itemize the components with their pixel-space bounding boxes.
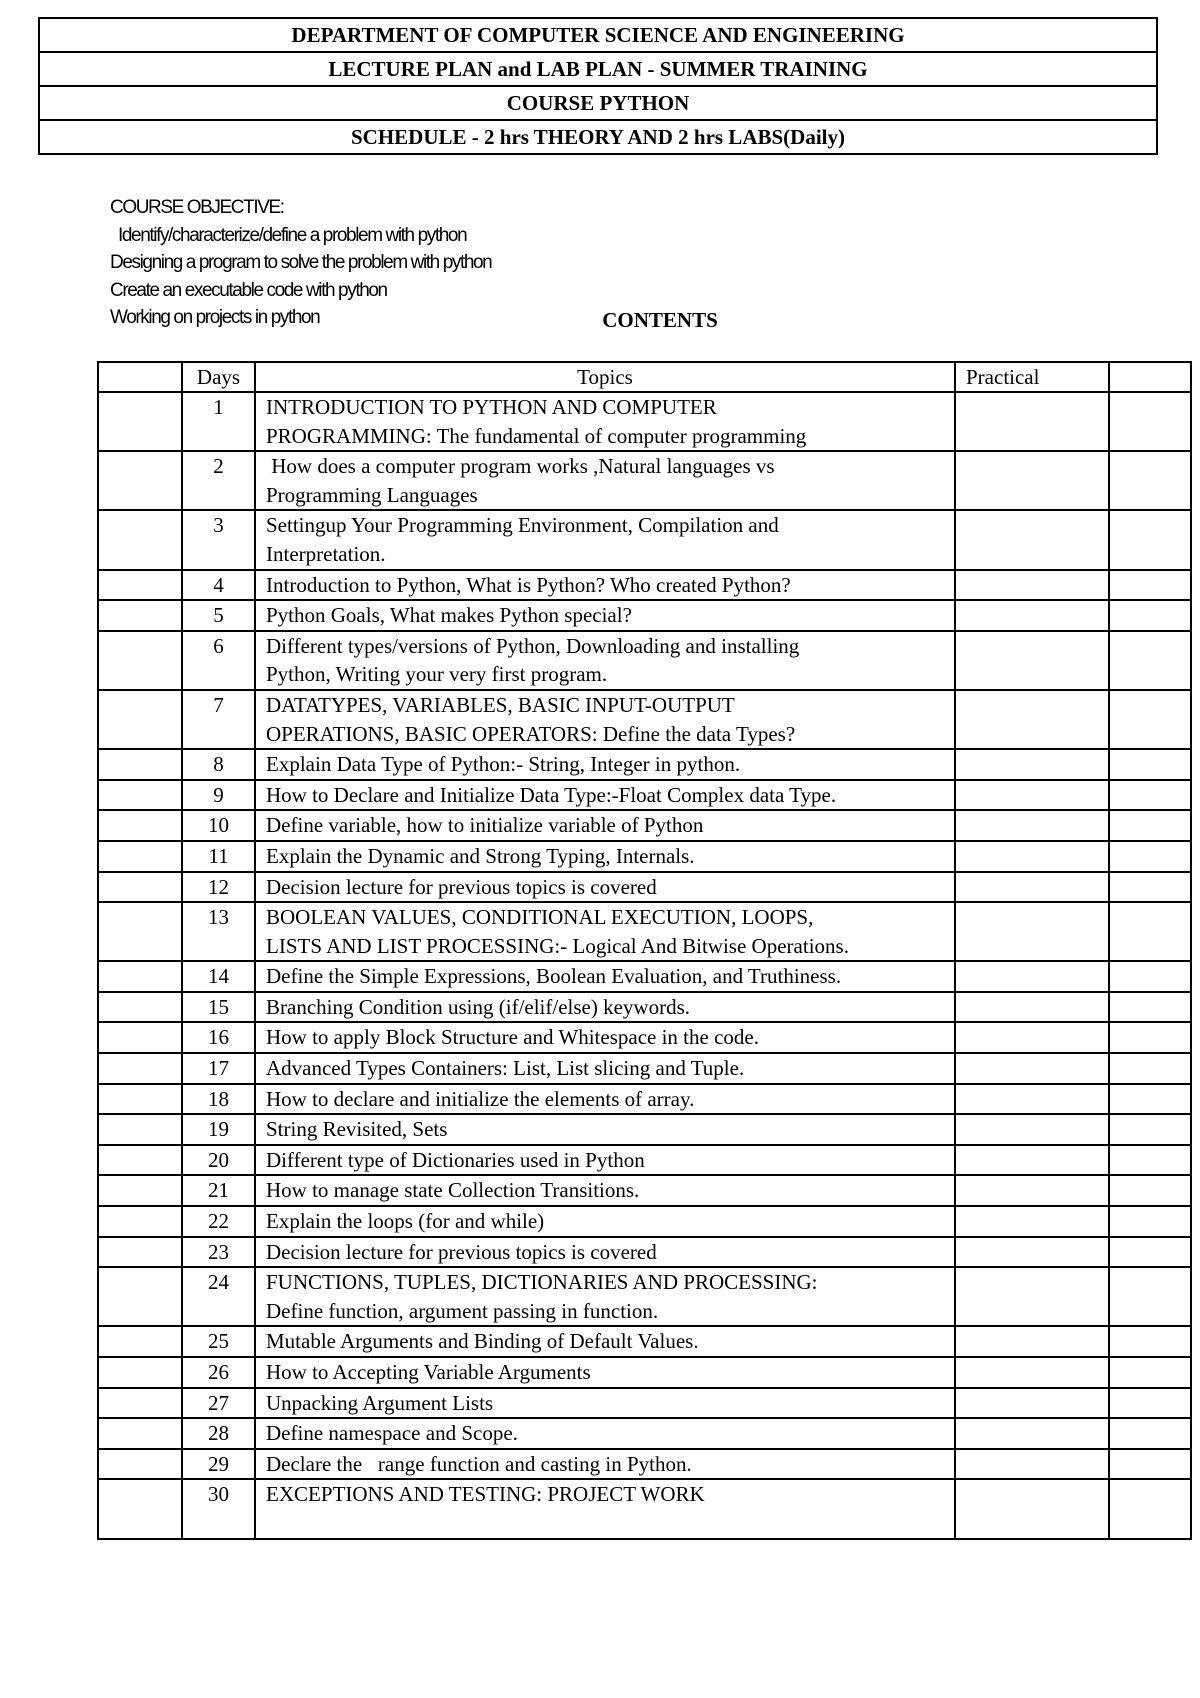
topic-line: How to Declare and Initialize Data Type:-Float Complex data Type. xyxy=(266,782,837,807)
topic-line: Define function, argument passing in function. xyxy=(266,1298,659,1323)
topic-line: Declare the range function and casting in Python. xyxy=(266,1451,692,1476)
blank-cell xyxy=(98,1022,182,1053)
blank-cell xyxy=(1109,1114,1191,1145)
practical-cell xyxy=(955,1206,1109,1237)
practical-cell xyxy=(955,780,1109,811)
practical-cell xyxy=(955,570,1109,601)
practical-cell xyxy=(955,992,1109,1023)
topic-line: How does a computer program works ,Natural languages vs xyxy=(266,454,775,479)
topic-cell xyxy=(255,810,955,841)
topic-line: Programming Languages xyxy=(266,482,478,507)
day-cell: 19 xyxy=(182,1114,255,1145)
practical-cell xyxy=(955,1357,1109,1388)
topic-line: DATATYPES, VARIABLES, BASIC INPUT-OUTPUT xyxy=(266,692,735,717)
day-cell: 14 xyxy=(182,961,255,992)
practical-cell xyxy=(955,961,1109,992)
topic-line: PROGRAMMING: The fundamental of computer programming xyxy=(266,423,807,448)
topic-cell xyxy=(255,1175,955,1206)
topic-line: Advanced Types Containers: List, List slicing and Tuple. xyxy=(266,1056,745,1081)
table-row xyxy=(98,631,1191,690)
practical-cell xyxy=(955,902,1109,961)
practical-cell xyxy=(955,1479,1109,1538)
day-cell: 17 xyxy=(182,1053,255,1084)
blank-cell xyxy=(98,992,182,1023)
topic-cell xyxy=(255,841,955,872)
table-row xyxy=(98,1175,1191,1206)
blank-cell xyxy=(1109,1357,1191,1388)
table-row xyxy=(98,1449,1191,1480)
topic-line: Define variable, how to initialize variable of Python xyxy=(266,813,704,838)
blank-cell xyxy=(98,1237,182,1268)
topic-line: How to apply Block Structure and Whitespace in the code. xyxy=(266,1025,759,1050)
table-row xyxy=(98,810,1191,841)
topic-line: Different types/versions of Python, Downloading and installing xyxy=(266,633,800,658)
blank-cell xyxy=(98,902,182,961)
topic-line: Python Goals, What makes Python special? xyxy=(266,603,632,628)
blank-cell xyxy=(98,1145,182,1176)
table-row xyxy=(98,1418,1191,1449)
topics-header: Topics xyxy=(255,362,955,392)
day-cell: 30 xyxy=(182,1479,255,1538)
practical-cell xyxy=(955,1175,1109,1206)
practical-cell xyxy=(955,1053,1109,1084)
header-table xyxy=(38,17,1158,155)
blank-cell xyxy=(1109,600,1191,631)
table-row xyxy=(98,1053,1191,1084)
table-row xyxy=(98,1114,1191,1145)
day-cell: 21 xyxy=(182,1175,255,1206)
blank-cell xyxy=(1109,1449,1191,1480)
day-cell: 25 xyxy=(182,1326,255,1357)
objective-item: Working on projects in python xyxy=(110,307,320,328)
table-row xyxy=(98,1388,1191,1419)
topic-cell xyxy=(255,1326,955,1357)
objective-item: Designing a program to solve the problem with python xyxy=(110,252,492,273)
practical-cell xyxy=(955,1388,1109,1419)
table-row xyxy=(98,1145,1191,1176)
topic-line: Explain the Dynamic and Strong Typing, Internals. xyxy=(266,843,695,868)
blank-cell xyxy=(98,1418,182,1449)
blank-cell xyxy=(1109,1145,1191,1176)
day-cell: 23 xyxy=(182,1237,255,1268)
blank-cell xyxy=(98,690,182,749)
topic-line: INTRODUCTION TO PYTHON AND COMPUTER xyxy=(266,395,717,419)
day-cell: 2 xyxy=(182,451,255,510)
objective-heading: COURSE OBJECTIVE: xyxy=(110,197,284,218)
days-header: Days xyxy=(182,362,255,392)
blank-cell xyxy=(1109,1053,1191,1084)
topic-line: EXCEPTIONS AND TESTING: PROJECT WORK xyxy=(266,1482,705,1507)
practical-cell xyxy=(955,392,1109,451)
topic-line: Branching Condition using (if/elif/else) keywords. xyxy=(266,994,691,1019)
course-title: COURSE PYTHON xyxy=(39,86,1157,120)
day-cell: 5 xyxy=(182,600,255,631)
topic-line: Unpacking Argument Lists xyxy=(266,1390,494,1415)
blank-cell xyxy=(1109,780,1191,811)
blank-cell xyxy=(98,1267,182,1326)
blank-cell xyxy=(98,392,182,451)
topic-line: Explain Data Type of Python:- String, Integer in python. xyxy=(266,752,741,777)
day-cell: 29 xyxy=(182,1449,255,1480)
topic-cell xyxy=(255,961,955,992)
blank-cell xyxy=(1109,1084,1191,1115)
practical-cell xyxy=(955,451,1109,510)
topic-line: LISTS AND LIST PROCESSING:- Logical And Bitwise Operations. xyxy=(266,933,849,958)
table-row xyxy=(98,570,1191,601)
table-row xyxy=(98,1022,1191,1053)
table-row xyxy=(98,600,1191,631)
blank-cell xyxy=(98,631,182,690)
table-row xyxy=(98,1237,1191,1268)
topic-cell xyxy=(255,1114,955,1145)
topic-cell xyxy=(255,992,955,1023)
blank-cell xyxy=(98,1206,182,1237)
blank-cell xyxy=(98,780,182,811)
topic-line: OPERATIONS, BASIC OPERATORS: Define the data Types? xyxy=(266,721,796,746)
blank-cell xyxy=(1109,1237,1191,1268)
blank-cell xyxy=(98,510,182,569)
schedule-body xyxy=(98,392,1191,1539)
practical-cell xyxy=(955,1326,1109,1357)
day-cell: 28 xyxy=(182,1418,255,1449)
practical-cell xyxy=(955,841,1109,872)
blank-header-cell xyxy=(1109,362,1191,392)
practical-cell xyxy=(955,1449,1109,1480)
topic-line: Introduction to Python, What is Python? Who created Python? xyxy=(266,572,791,597)
practical-cell xyxy=(955,600,1109,631)
objective-item: Identify/characterize/define a problem with python xyxy=(118,224,467,246)
topic-cell xyxy=(255,1479,955,1538)
table-row xyxy=(98,451,1191,510)
topic-line: BOOLEAN VALUES, CONDITIONAL EXECUTION, LOOPS, xyxy=(266,905,814,930)
topic-cell xyxy=(255,451,955,510)
day-cell: 13 xyxy=(182,902,255,961)
practical-cell xyxy=(955,690,1109,749)
blank-cell xyxy=(1109,810,1191,841)
schedule-table xyxy=(97,361,1192,1540)
topic-cell xyxy=(255,1022,955,1053)
topic-cell xyxy=(255,631,955,690)
blank-cell xyxy=(98,1357,182,1388)
department-title: DEPARTMENT OF COMPUTER SCIENCE AND ENGINEERING xyxy=(39,18,1157,52)
topic-line: Explain the loops (for and while) xyxy=(266,1209,545,1234)
blank-cell xyxy=(98,600,182,631)
practical-cell xyxy=(955,872,1109,903)
topic-line: Decision lecture for previous topics is covered xyxy=(266,1239,657,1264)
day-cell: 10 xyxy=(182,810,255,841)
blank-cell xyxy=(98,451,182,510)
topic-cell xyxy=(255,1357,955,1388)
topic-line: FUNCTIONS, TUPLES, DICTIONARIES AND PROCESSING: xyxy=(266,1270,818,1295)
topic-cell xyxy=(255,1053,955,1084)
blank-cell xyxy=(98,1084,182,1115)
blank-cell xyxy=(98,749,182,780)
practical-cell xyxy=(955,1418,1109,1449)
topic-cell xyxy=(255,1084,955,1115)
table-row xyxy=(98,690,1191,749)
blank-cell xyxy=(1109,510,1191,569)
practical-cell xyxy=(955,810,1109,841)
blank-cell xyxy=(1109,1479,1191,1538)
table-row xyxy=(98,992,1191,1023)
day-cell: 4 xyxy=(182,570,255,601)
table-row xyxy=(98,841,1191,872)
table-row xyxy=(98,749,1191,780)
topic-line: How to Accepting Variable Arguments xyxy=(266,1360,591,1384)
table-row xyxy=(98,392,1191,451)
topic-line: Mutable Arguments and Binding of Default Values. xyxy=(266,1329,699,1354)
blank-cell xyxy=(1109,631,1191,690)
practical-cell xyxy=(955,631,1109,690)
blank-cell xyxy=(98,1479,182,1538)
blank-cell xyxy=(98,841,182,872)
practical-cell xyxy=(955,1267,1109,1326)
topic-line: Python, Writing your very first program. xyxy=(266,662,608,687)
topic-cell xyxy=(255,1145,955,1176)
blank-cell xyxy=(98,1175,182,1206)
blank-cell xyxy=(1109,872,1191,903)
table-row xyxy=(98,1206,1191,1237)
blank-cell xyxy=(1109,1267,1191,1326)
contents-heading: CONTENTS xyxy=(602,308,718,332)
blank-cell xyxy=(98,961,182,992)
day-cell: 12 xyxy=(182,872,255,903)
blank-cell xyxy=(1109,1175,1191,1206)
topic-cell xyxy=(255,600,955,631)
topic-line xyxy=(266,1509,954,1538)
table-row xyxy=(98,510,1191,569)
schedule-title: SCHEDULE - 2 hrs THEORY AND 2 hrs LABS(Daily) xyxy=(39,120,1157,154)
practical-cell xyxy=(955,1084,1109,1115)
blank-cell xyxy=(98,1449,182,1480)
practical-cell xyxy=(955,749,1109,780)
blank-cell xyxy=(98,570,182,601)
day-cell: 24 xyxy=(182,1267,255,1326)
topic-cell xyxy=(255,902,955,961)
day-cell: 15 xyxy=(182,992,255,1023)
practical-header: Practical xyxy=(955,362,1109,392)
blank-cell xyxy=(1109,690,1191,749)
blank-cell xyxy=(1109,1418,1191,1449)
day-cell: 3 xyxy=(182,510,255,569)
blank-cell xyxy=(1109,1022,1191,1053)
blank-cell xyxy=(1109,841,1191,872)
blank-cell xyxy=(1109,1206,1191,1237)
practical-cell xyxy=(955,1237,1109,1268)
blank-cell xyxy=(1109,961,1191,992)
topic-cell xyxy=(255,392,955,451)
table-row xyxy=(98,1267,1191,1326)
blank-cell xyxy=(1109,1388,1191,1419)
topic-cell xyxy=(255,780,955,811)
blank-cell xyxy=(1109,570,1191,601)
day-cell: 7 xyxy=(182,690,255,749)
topic-cell xyxy=(255,1418,955,1449)
blank-cell xyxy=(98,1053,182,1084)
practical-cell xyxy=(955,1145,1109,1176)
topic-cell xyxy=(255,690,955,749)
blank-cell xyxy=(1109,392,1191,451)
day-cell: 26 xyxy=(182,1357,255,1388)
day-cell: 20 xyxy=(182,1145,255,1176)
practical-cell xyxy=(955,1022,1109,1053)
topic-cell xyxy=(255,1267,955,1326)
objective-item: Create an executable code with python xyxy=(110,279,387,301)
table-row xyxy=(98,780,1191,811)
topic-line: Decision lecture for previous topics is covered xyxy=(266,874,657,899)
topic-cell xyxy=(255,570,955,601)
blank-cell xyxy=(1109,451,1191,510)
day-cell: 11 xyxy=(182,841,255,872)
table-row xyxy=(98,1357,1191,1388)
day-cell: 16 xyxy=(182,1022,255,1053)
day-cell: 18 xyxy=(182,1084,255,1115)
day-cell: 6 xyxy=(182,631,255,690)
blank-cell xyxy=(98,810,182,841)
topic-cell xyxy=(255,872,955,903)
day-cell: 27 xyxy=(182,1388,255,1419)
topic-line: How to declare and initialize the elements of array. xyxy=(266,1086,695,1111)
topic-cell xyxy=(255,1449,955,1480)
topic-cell xyxy=(255,1388,955,1419)
table-row xyxy=(98,872,1191,903)
topic-cell xyxy=(255,510,955,569)
table-header-row xyxy=(98,362,1191,392)
topic-line: How to manage state Collection Transitions. xyxy=(266,1178,640,1203)
topic-line: String Revisited, Sets xyxy=(266,1117,448,1142)
blank-cell xyxy=(98,1326,182,1357)
table-row xyxy=(98,1326,1191,1357)
blank-cell xyxy=(1109,902,1191,961)
practical-cell xyxy=(955,510,1109,569)
day-cell: 1 xyxy=(182,392,255,451)
blank-cell xyxy=(98,1388,182,1419)
practical-cell xyxy=(955,1114,1109,1145)
plan-title: LECTURE PLAN and LAB PLAN - SUMMER TRAINING xyxy=(39,52,1157,86)
topic-cell xyxy=(255,1237,955,1268)
day-cell: 9 xyxy=(182,780,255,811)
table-row xyxy=(98,961,1191,992)
topic-cell xyxy=(255,749,955,780)
topic-line: Different type of Dictionaries used in Python xyxy=(266,1147,645,1172)
blank-cell xyxy=(1109,749,1191,780)
topic-line: Define the Simple Expressions, Boolean Evaluation, and Truthiness. xyxy=(266,964,842,989)
blank-cell xyxy=(1109,1326,1191,1357)
day-cell: 22 xyxy=(182,1206,255,1237)
table-row xyxy=(98,1479,1191,1538)
blank-cell xyxy=(98,1114,182,1145)
topic-cell xyxy=(255,1206,955,1237)
topic-line: Define namespace and Scope. xyxy=(266,1421,518,1446)
blank-cell xyxy=(98,872,182,903)
blank-cell xyxy=(1109,992,1191,1023)
topic-line: Interpretation. xyxy=(266,541,386,566)
table-row xyxy=(98,902,1191,961)
table-row xyxy=(98,1084,1191,1115)
topic-line: Settingup Your Programming Environment, Compilation and xyxy=(266,513,779,538)
blank-header-cell xyxy=(98,362,182,392)
day-cell: 8 xyxy=(182,749,255,780)
